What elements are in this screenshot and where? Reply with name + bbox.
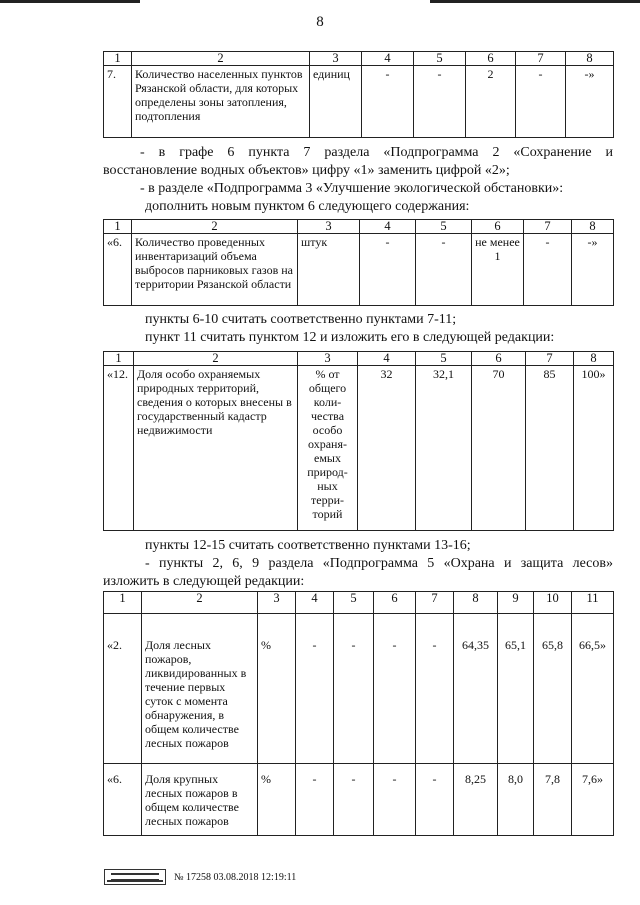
header-cell: 2 [134,352,298,366]
header-cell: 8 [454,592,498,614]
table-header-row [104,220,614,234]
unit-cell: единиц [310,66,362,138]
header-cell: 8 [574,352,614,366]
header-cell: 7 [526,352,574,366]
value-cell: - [416,764,454,836]
value-cell: 8,25 [454,764,498,836]
value-cell: - [374,614,416,764]
unit-cell: штук [298,234,360,306]
paragraph-line: восстановление водных объектов» цифру «1» заменить цифрой «2»; [103,163,510,178]
indicator-name: Доля крупных лесных пожаров в общем количестве лесных пожаров [142,764,258,836]
header-cell: 6 [374,592,416,614]
header-cell: 1 [104,592,142,614]
paragraph-line: пункты 6-10 считать соответственно пунктами 7-11; [145,312,457,327]
value-cell: - [334,614,374,764]
header-cell: 5 [414,52,466,66]
table-row [104,764,614,836]
table-row [104,614,614,764]
value-cell: -» [566,66,614,138]
header-cell: 7 [516,52,566,66]
paragraph-line: пункты 12-15 считать соответственно пунктами 13-16; [145,538,471,553]
scan-edge-mark-right [430,0,640,3]
table-protected-areas [103,351,614,531]
value-cell: - [416,234,472,306]
header-cell: 5 [334,592,374,614]
value-cell: 2 [466,66,516,138]
value-cell: 65,1 [498,614,534,764]
header-cell: 4 [360,220,416,234]
header-cell: 7 [524,220,572,234]
paragraph-line: - в графе 6 пункта 7 раздела «Подпрограмма 2 «Сохранение и [140,145,613,160]
unit-cell: % [258,614,296,764]
header-cell: 1 [104,352,134,366]
value-cell: 66,5» [572,614,614,764]
header-cell: 8 [572,220,614,234]
table-row [104,66,614,138]
paragraph-line: - пункты 2, 6, 9 раздела «Подпрограмма 5 «Охрана и защита лесов» [145,556,613,571]
value-cell: - [334,764,374,836]
row-number: 7. [104,66,132,138]
header-cell: 3 [258,592,296,614]
document-registration-id: № 17258 03.08.2018 12:19:11 [174,871,297,883]
value-cell: -» [572,234,614,306]
header-cell: 1 [104,52,132,66]
header-cell: 4 [362,52,414,66]
header-cell: 5 [416,220,472,234]
unit-cell: % от общего коли-чества особо охраня-емых природ-ных терри-торий [298,366,358,531]
value-cell: - [296,614,334,764]
value-cell: - [374,764,416,836]
row-number: «2. [104,614,142,764]
paragraph-line: изложить в следующей редакции: [103,574,305,589]
header-cell: 1 [104,220,132,234]
header-cell: 2 [132,52,310,66]
header-cell: 9 [498,592,534,614]
value-cell: 65,8 [534,614,572,764]
value-cell: - [516,66,566,138]
value-cell: 70 [472,366,526,531]
value-cell: 32 [358,366,416,531]
value-cell: - [296,764,334,836]
indicator-name: Количество населенных пунктов Рязанской области, для которых определены зоны затопления, подтопления [132,66,310,138]
value-cell: не менее 1 [472,234,524,306]
header-cell: 3 [310,52,362,66]
row-number: «12. [104,366,134,531]
paragraph-line: дополнить новым пунктом 6 следующего содержания: [145,199,470,214]
indicator-name: Доля лесных пожаров, ликвидированных в течение первых суток с момента обнаружения, в общем количестве лесных пожаров [142,614,258,764]
header-cell: 4 [358,352,416,366]
header-cell: 6 [472,220,524,234]
header-cell: 11 [572,592,614,614]
value-cell: 85 [526,366,574,531]
row-number: «6. [104,234,132,306]
indicator-name: Количество проведенных инвентаризаций объема выбросов парниковых газов на территории Рязанской области [132,234,298,306]
header-cell: 5 [416,352,472,366]
header-cell: 4 [296,592,334,614]
table-greenhouse-gas [103,219,614,306]
value-cell: 7,6» [572,764,614,836]
value-cell: - [360,234,416,306]
header-cell: 6 [472,352,526,366]
header-cell: 6 [466,52,516,66]
value-cell: - [362,66,414,138]
table-header-row [104,592,614,614]
header-cell: 2 [142,592,258,614]
table-row [104,366,614,531]
table-header-row [104,352,614,366]
unit-cell: % [258,764,296,836]
header-cell: 2 [132,220,298,234]
table-flood-zones [103,51,614,138]
document-footer [104,869,296,885]
header-cell: 7 [416,592,454,614]
table-header-row [104,52,614,66]
page-number: 8 [316,14,324,30]
indicator-name: Доля особо охраняемых природных территорий, сведения о которых внесены в государственный кадастр недвижимости [134,366,298,531]
header-cell: 8 [566,52,614,66]
row-number: «6. [104,764,142,836]
scan-edge-mark-left [0,0,140,3]
value-cell: - [414,66,466,138]
header-cell: 3 [298,352,358,366]
table-forest-fires [103,591,614,836]
header-cell: 3 [298,220,360,234]
value-cell: - [416,614,454,764]
header-cell: 10 [534,592,572,614]
value-cell: 8,0 [498,764,534,836]
paragraph-line: - в разделе «Подпрограмма 3 «Улучшение экологической обстановки»: [140,181,564,196]
value-cell: 32,1 [416,366,472,531]
paragraph-line: пункт 11 считать пунктом 12 и изложить его в следующей редакции: [145,330,555,345]
value-cell: 64,35 [454,614,498,764]
value-cell: - [524,234,572,306]
table-row [104,234,614,306]
registry-stamp-icon [104,869,166,885]
value-cell: 100» [574,366,614,531]
value-cell: 7,8 [534,764,572,836]
